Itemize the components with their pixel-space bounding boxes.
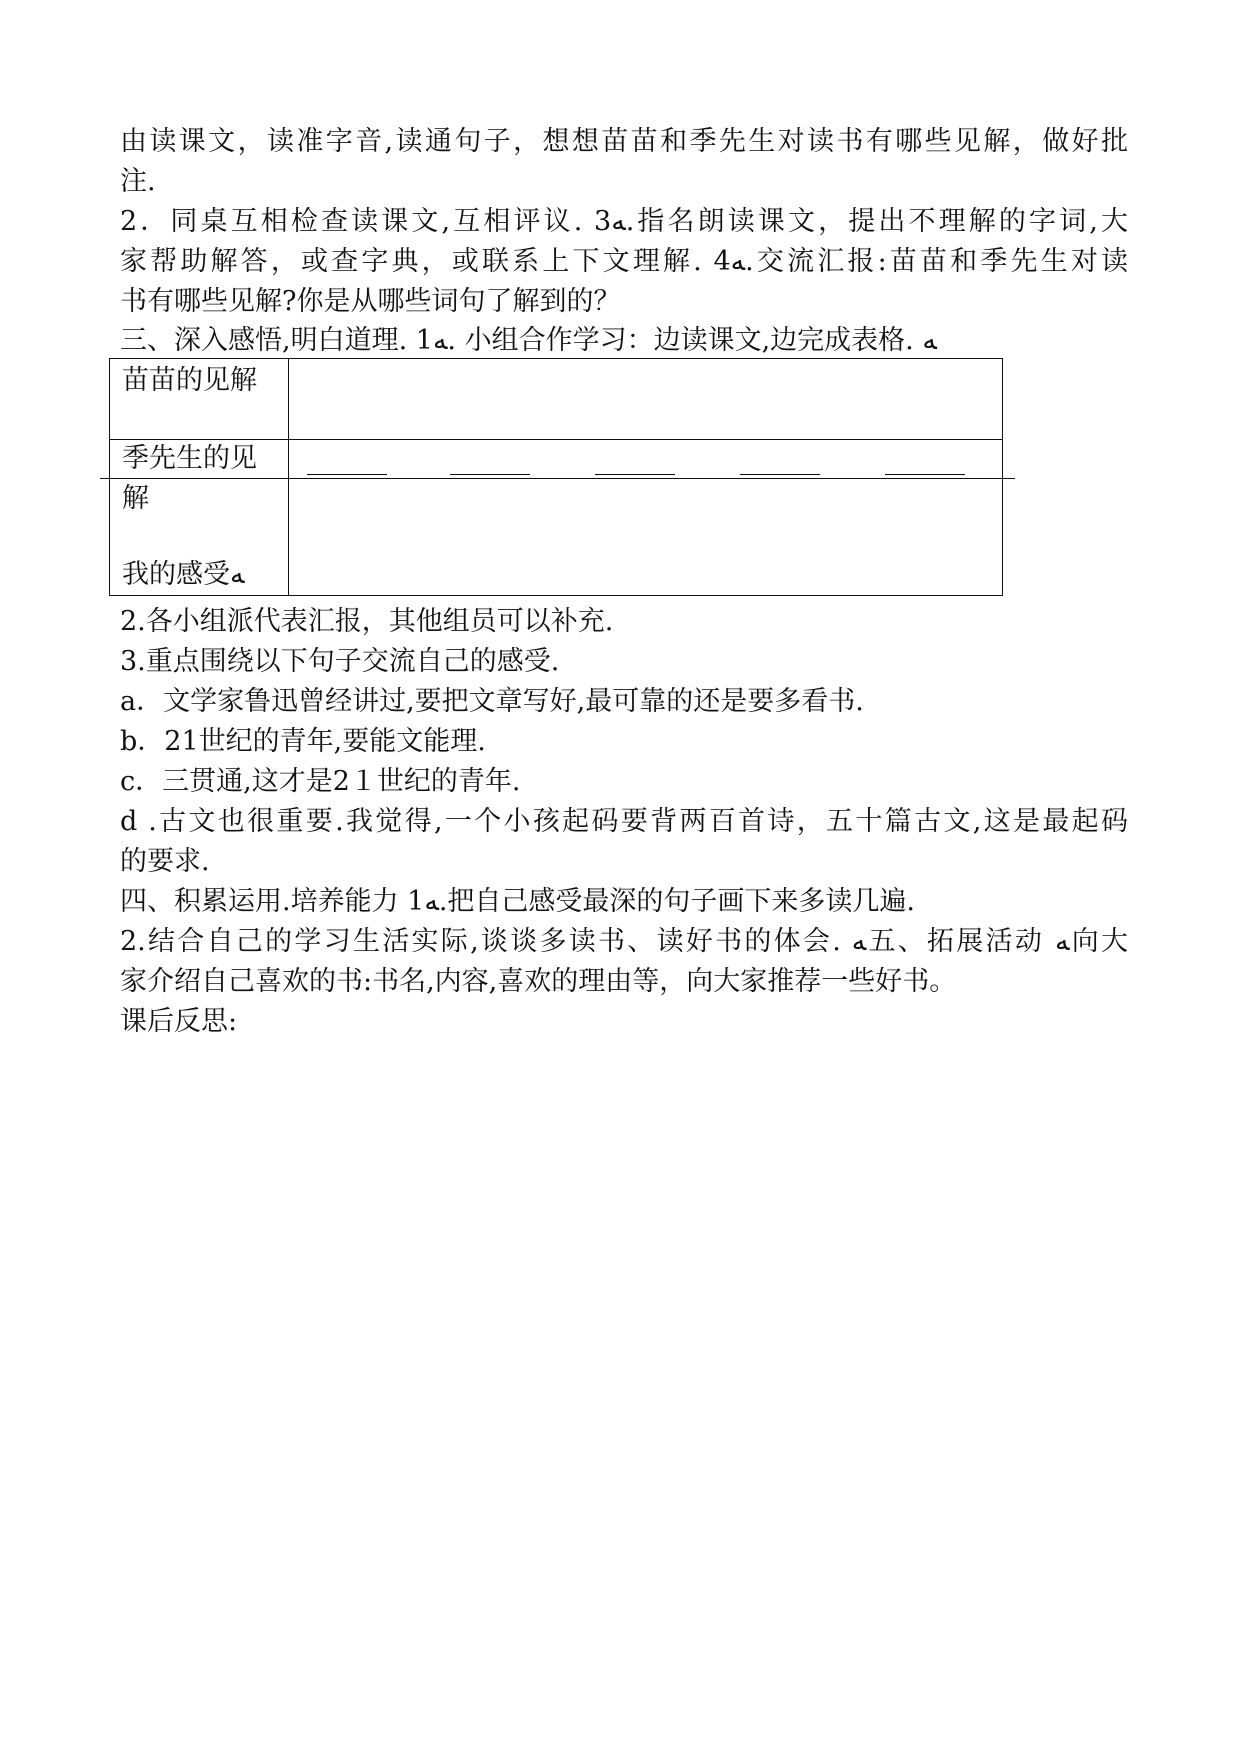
paragraph-line: 的要求. — [120, 846, 210, 877]
dash-mark — [595, 474, 675, 475]
paragraph-line: 2.各小组派代表汇报，其他组员可以补充. — [120, 606, 614, 637]
table-row-label-my-feeling: 我的感受ﻪ — [122, 559, 245, 590]
paragraph-line: 3.重点围绕以下句子交流自己的感受. — [120, 646, 560, 677]
horizontal-rule — [100, 478, 1015, 479]
paragraph-line: 家介绍自己喜欢的书:书名,内容,喜欢的理由等，向大家推荐一些好书。 — [120, 966, 957, 997]
paragraph-line: 2．同桌互相检查读课文,互相评议. 3ﻪ.指名朗读课文，提出不理解的字词,大 — [120, 206, 1129, 237]
section-heading: 四、积累运用.培养能力 1ﻪ.把自己感受最深的句子画下来多读几遍. — [120, 886, 915, 917]
paragraph-line: 家帮助解答，或查字典，或联系上下文理解. 4ﻪ.交流汇报:苗苗和季先生对读 — [120, 246, 1128, 277]
table-row-label-miaomiao: 苗苗的见解 — [122, 365, 257, 396]
table-column-divider — [288, 359, 289, 595]
dash-mark — [307, 474, 387, 475]
paragraph-line: b．21世纪的青年,要能文能理. — [120, 726, 486, 757]
paragraph-line: 书有哪些见解?你是从哪些词句了解到的？ — [120, 286, 621, 317]
section-heading: 三、深入感悟,明白道理. 1ﻪ. 小组合作学习：边读课文,边完成表格. ﻪ — [120, 325, 937, 356]
table-row-label-mr-ji-continued: 解 — [122, 483, 149, 514]
dash-mark — [885, 474, 965, 475]
paragraph-line: a．文学家鲁迅曾经讲过,要把文章写好,最可靠的还是要多看书. — [120, 686, 864, 717]
table-row-divider — [110, 439, 1002, 440]
comparison-table — [109, 358, 1003, 596]
dash-mark — [450, 474, 530, 475]
dash-mark — [740, 474, 820, 475]
paragraph-line: d .古文也很重要.我觉得,一个小孩起码要背两百首诗，五十篇古文,这是最起码 — [120, 806, 1128, 837]
paragraph-line: 2.结合自己的学习生活实际,谈谈多读书、读好书的体会. ﻪ五、拓展活动 ﻪ向大 — [120, 926, 1129, 957]
paragraph-line: c．三贯通,这才是2１世纪的青年. — [120, 766, 521, 797]
reflection-heading: 课后反思: — [120, 1006, 238, 1037]
table-row-label-mr-ji: 季先生的见 — [122, 443, 257, 474]
paragraph-line: 由读课文，读准字音,读通句子，想想苗苗和季先生对读书有哪些见解，做好批 — [120, 126, 1128, 157]
paragraph-line: 注. — [120, 166, 156, 197]
